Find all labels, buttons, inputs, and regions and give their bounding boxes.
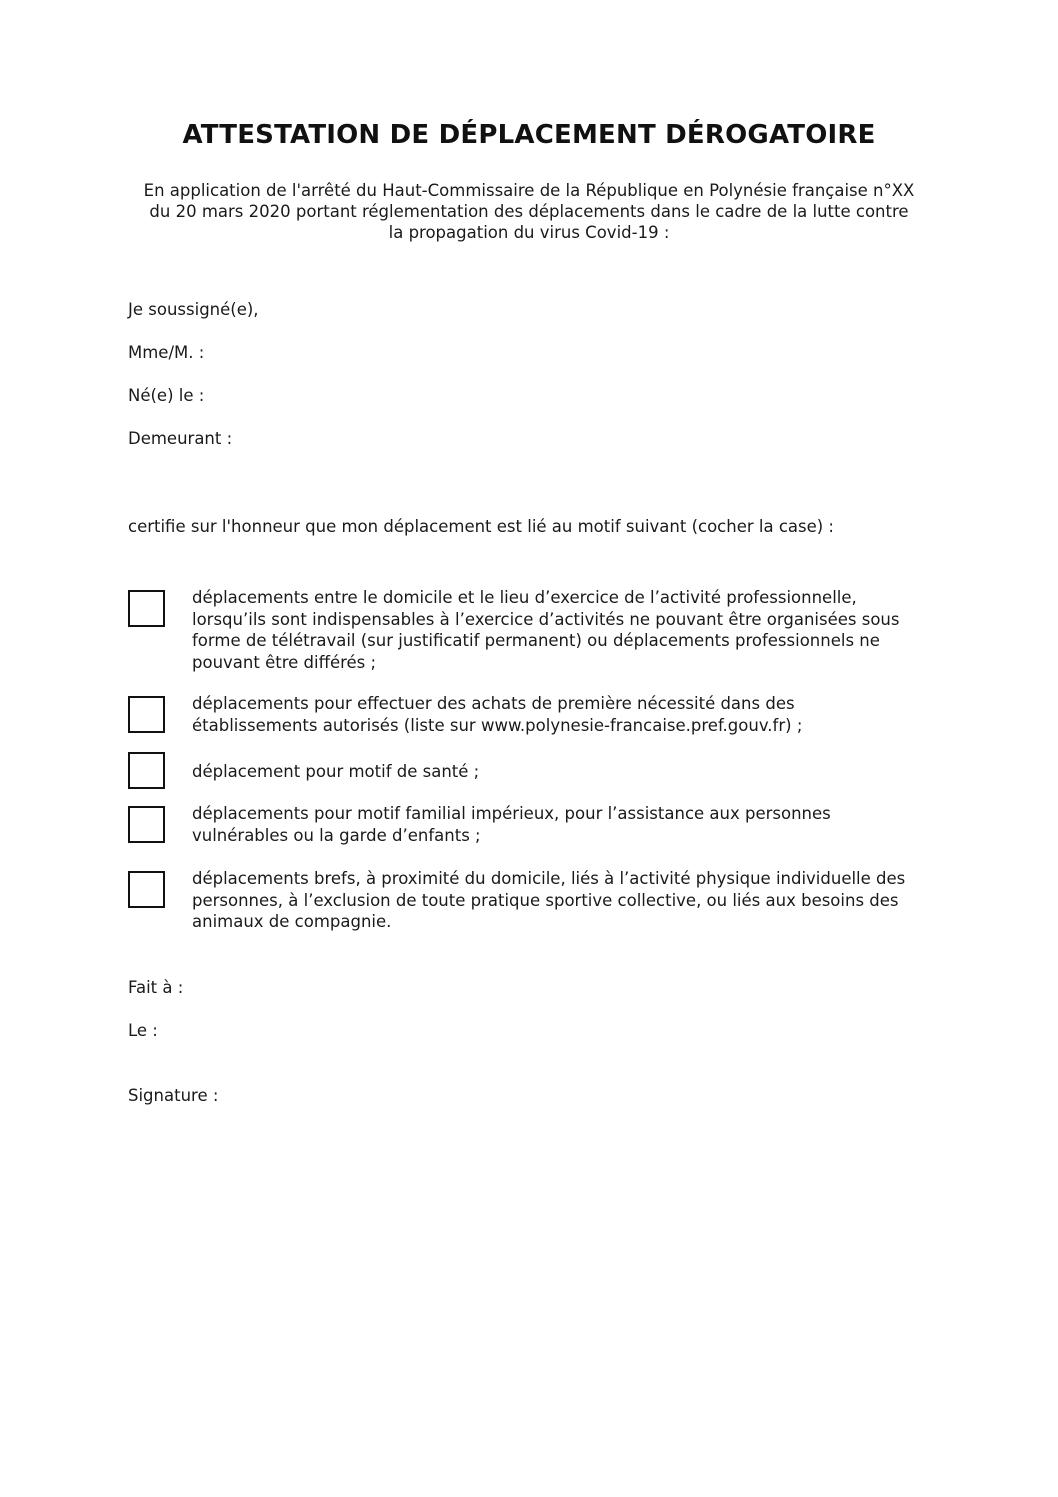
intro-line: la propagation du virus Covid-19 : [388, 223, 670, 242]
option-line: déplacement pour motif de santé ; [192, 762, 480, 781]
option-label [192, 587, 952, 673]
option-line: vulnérables ou la garde d’enfants ; [192, 825, 481, 845]
option-line: déplacements entre le domicile et le lieu d’exercice de l’activité professionnelle, [192, 588, 857, 607]
checkbox-family[interactable] [128, 806, 165, 843]
checkbox-essential-shopping[interactable] [128, 696, 165, 733]
checkbox-physical-activity[interactable] [128, 871, 165, 908]
document-title: ATTESTATION DE DÉPLACEMENT DÉROGATOIRE [182, 120, 876, 150]
checkbox-work-travel[interactable] [128, 590, 165, 627]
option-label [192, 761, 952, 783]
address-field[interactable]: Demeurant : [128, 429, 233, 448]
intro-line: du 20 mars 2020 portant réglementation des déplacements dans le cadre de la lutte contre [149, 202, 909, 221]
option-line: forme de télétravail (sur justificatif permanent) ou déplacements professionnels ne [192, 631, 880, 650]
option-label [192, 868, 952, 933]
undersigned-label: Je soussigné(e), [128, 300, 259, 319]
checkbox-health[interactable] [128, 752, 165, 789]
option-line: animaux de compagnie. [192, 912, 392, 931]
option-line: déplacements pour effectuer des achats de première nécessité dans des [192, 694, 795, 713]
option-line: lorsqu’ils sont indispensables à l’exercice d’activités ne pouvant être organisées sous [192, 609, 900, 629]
option-line: personnes, à l’exclusion de toute pratique sportive collective, ou liés aux besoins des [192, 890, 899, 910]
certify-statement: certifie sur l'honneur que mon déplacement est lié au motif suivant (cocher la case) : [128, 517, 834, 536]
birth-date-field[interactable]: Né(e) le : [128, 386, 205, 405]
option-label [192, 693, 952, 736]
option-line: déplacements brefs, à proximité du domicile, liés à l’activité physique individuelle des [192, 869, 906, 888]
place-field[interactable]: Fait à : [128, 978, 184, 997]
intro-paragraph [120, 180, 938, 243]
option-line: pouvant être différés ; [192, 652, 377, 672]
signature-field[interactable]: Signature : [128, 1086, 219, 1105]
intro-line: En application de l'arrêté du Haut-Commissaire de la République en Polynésie française n°XX [143, 181, 915, 200]
option-line: établissements autorisés (liste sur www.polynesie-francaise.pref.gouv.fr) ; [192, 715, 803, 735]
option-line: déplacements pour motif familial impérieux, pour l’assistance aux personnes [192, 804, 831, 823]
date-field[interactable]: Le : [128, 1021, 158, 1040]
name-field[interactable]: Mme/M. : [128, 343, 205, 362]
option-label [192, 803, 952, 846]
